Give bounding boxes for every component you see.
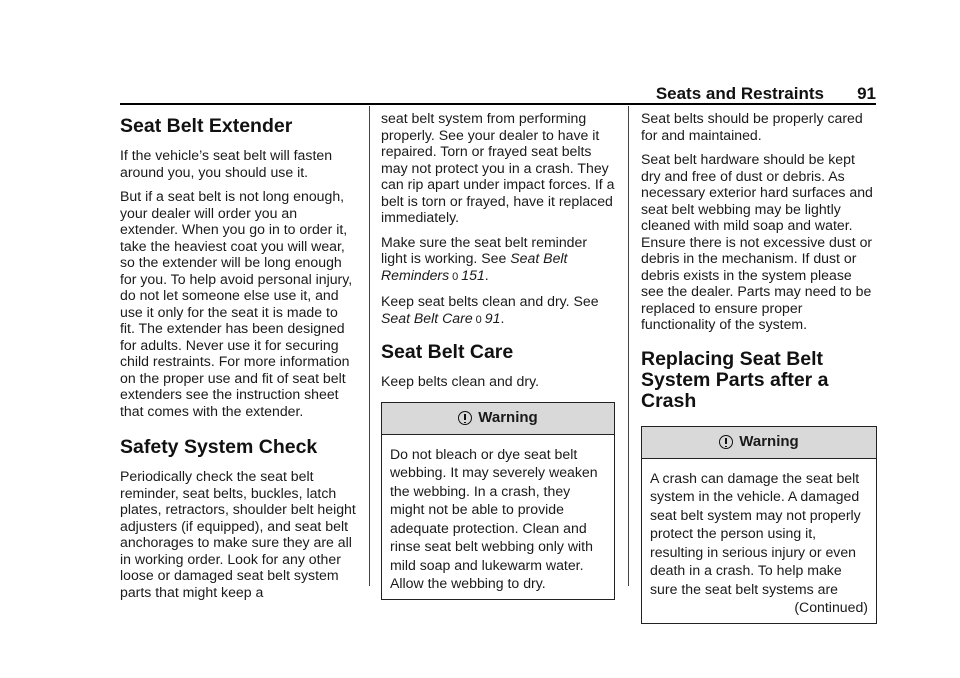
heading-seat-belt-care: Seat Belt Care bbox=[381, 341, 514, 363]
column-divider-2 bbox=[628, 106, 629, 586]
warning-title: Warning bbox=[478, 408, 538, 426]
column-1 bbox=[120, 110, 356, 608]
page-header bbox=[0, 84, 876, 104]
column-2 bbox=[381, 110, 615, 600]
continued-label: (Continued) bbox=[794, 599, 868, 615]
paragraph: If the vehicle’s seat belt will fasten around you, you should use it. bbox=[120, 147, 333, 180]
xref-seat-belt-care[interactable]: Seat Belt Care bbox=[381, 309, 473, 326]
column-divider-1 bbox=[369, 106, 370, 586]
heading-seat-belt-extender: Seat Belt Extender bbox=[120, 115, 293, 137]
warning-box bbox=[641, 426, 877, 624]
page-number: 91 bbox=[857, 84, 876, 103]
ref-lead-text: Keep seat belts clean and dry. See bbox=[381, 293, 599, 309]
warning-text: A crash can damage the seat belt system in the vehicle. A damaged seat belt system may not properly protect the person using it, resulting in serious injury or even death in a crash. To help make sure the seat belt systems are bbox=[650, 469, 861, 597]
xref-page-number[interactable]: 151 bbox=[461, 266, 485, 283]
warning-box bbox=[381, 402, 615, 600]
xref-seat-belt-reminders[interactable]: Seat Belt Reminders bbox=[381, 250, 568, 283]
paragraph: Seat belts should be properly cared for and maintained. bbox=[641, 110, 863, 143]
paragraph: seat belt system from performing properly. See your dealer to have it repaired. Torn or frayed seat belts may not protect you in a crash. They can rip apart under impact forces. If a belt is torn or frayed, have it replaced immediately. bbox=[381, 110, 615, 225]
ref-lead-text: Make sure the seat belt reminder light is working. See bbox=[381, 233, 588, 266]
paragraph: Periodically check the seat belt reminder, seat belts, buckles, latch plates, retractors, shoulder belt height adjusters (if equipped), and seat belt anchorages to make sure they are all in working order. Look for any other loose or damaged seat belt system parts that might keep a bbox=[120, 468, 356, 600]
warning-header bbox=[642, 427, 876, 459]
warning-icon bbox=[458, 411, 472, 425]
warning-body: Do not bleach or dye seat belt webbing. It may severely weaken the webbing. In a crash, they might not be able to provide adequate protection. Clean and rinse seat belt webbing only with mild soap and lukewarm water. Allow the webbing to dry. bbox=[390, 445, 598, 591]
heading-replacing-seat-belt-parts: Replacing Seat Belt System Parts after a Crash bbox=[641, 347, 829, 412]
paragraph-care-ref: Keep seat belts clean and dry. See Seat Belt Care 0 91. bbox=[381, 293, 599, 326]
warning-body bbox=[642, 459, 876, 623]
warning-title: Warning bbox=[739, 432, 799, 450]
header-rule bbox=[120, 103, 876, 105]
page-ref-arrow-icon: 0 bbox=[452, 270, 459, 283]
xref-page-number[interactable]: 91 bbox=[484, 309, 501, 326]
heading-safety-system-check: Safety System Check bbox=[120, 436, 318, 458]
paragraph: Keep belts clean and dry. bbox=[381, 373, 540, 389]
paragraph: Seat belt hardware should be kept dry and free of dust or debris. As necessary exterior hard surfaces and seat belt webbing may be lightly cleaned with mild soap and water. Ensure there is not excessive dust or debris in the mechanism. If dust or debris exists in the system please see the dealer. Parts may need to be replaced to ensure proper functionality of the system. bbox=[641, 151, 873, 332]
paragraph-reminder-ref: Make sure the seat belt reminder light is working. See Seat Belt Reminders 0 151. bbox=[381, 233, 588, 283]
section-title: Seats and Restraints bbox=[655, 84, 824, 103]
column-3 bbox=[641, 110, 877, 624]
paragraph: But if a seat belt is not long enough, your dealer will order you an extender. When you go in to order it, take the heaviest coat you will wear, so the extender will be long enough for you. To help avoid personal injury, do not let someone else use it, and use it only for the seat it is made to fit. The extender has been designed for adults. Never use it for securing child restraints. For more information on the proper use and fit of seat belt extenders see the instruction sheet that comes with the extender. bbox=[120, 188, 353, 419]
warning-header bbox=[382, 403, 614, 435]
warning-icon bbox=[719, 435, 733, 449]
page-ref-arrow-icon: 0 bbox=[475, 313, 482, 326]
